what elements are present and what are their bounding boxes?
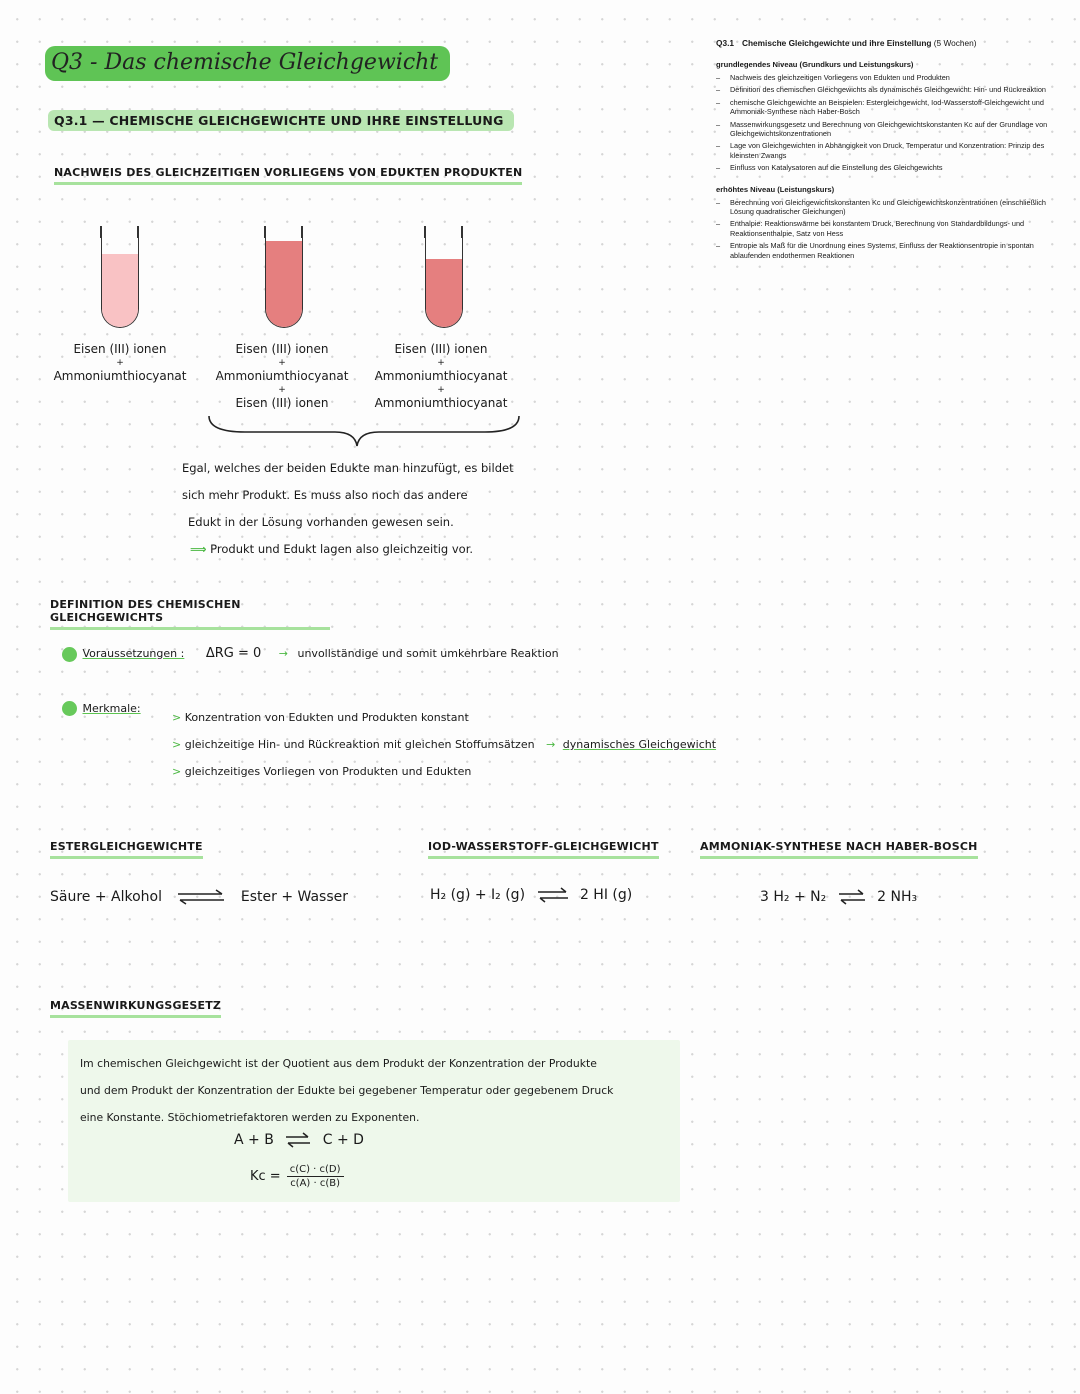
mwg-reaction bbox=[234, 1132, 364, 1148]
curriculum-item: – Nachweis des gleichzeitigen Vorliegens von Edukten und Produkten bbox=[716, 73, 1052, 82]
curriculum-duration: (5 Wochen) bbox=[933, 38, 977, 48]
tube-fill-3 bbox=[426, 259, 462, 327]
equilibrium-arrows-icon bbox=[837, 889, 867, 905]
equilibrium-arrows-icon bbox=[536, 887, 570, 903]
test-tube-3 bbox=[424, 226, 464, 336]
ammoniak-heading: AMMONIAK-SYNTHESE NACH HABER-BOSCH bbox=[700, 840, 978, 859]
kc-fraction bbox=[287, 1164, 344, 1189]
merkmale-list bbox=[172, 704, 716, 785]
tube-fill-2 bbox=[266, 241, 302, 327]
curriculum-title bbox=[716, 38, 1052, 48]
curriculum-item: – Massenwirkungsgesetz und Berechnung von Gleichgewichtskonstanten Kc auf der Grundlage von Gleichgewichtskonzentrationen bbox=[716, 120, 1052, 139]
merkmal-text: gleichzeitige Hin- und Rückreaktion mit gleichen Stoffumsätzen bbox=[184, 738, 535, 751]
bullet-chevron-icon: > bbox=[172, 711, 182, 724]
ammoniak-left: 3 H₂ + N₂ bbox=[760, 889, 827, 905]
iod-heading: IOD-WASSERSTOFF-GLEICHGEWICHT bbox=[428, 840, 659, 859]
iod-left: H₂ (g) + I₂ (g) bbox=[430, 887, 526, 903]
ammoniak-equation bbox=[760, 889, 917, 905]
nachweis-heading: NACHWEIS DES GLEICHZEITIGEN VORLIEGENS VON EDUKTEN PRODUKTEN bbox=[54, 166, 522, 185]
tube-3-plus2: + bbox=[437, 385, 445, 395]
tube-3-plus: + bbox=[437, 358, 445, 368]
test-tube-2 bbox=[264, 226, 304, 336]
ester-equation bbox=[50, 889, 348, 905]
curriculum-advanced-list bbox=[716, 198, 1052, 260]
ester-left: Säure + Alkohol bbox=[50, 889, 162, 905]
bullet-chevron-icon: > bbox=[172, 738, 182, 751]
curriculum-code: Q3.1 bbox=[716, 38, 734, 48]
merkmale-row bbox=[62, 701, 141, 716]
explanation-line-2: sich mehr Produkt. Es muss also noch das andere bbox=[182, 488, 468, 502]
mwg-line-2: und dem Produkt der Konzentration der Edukte bei gegebener Temperatur oder gegebenem Druck bbox=[80, 1084, 614, 1097]
merkmal-item bbox=[172, 704, 716, 731]
merkmal-text: Konzentration von Edukten und Produkten konstant bbox=[184, 711, 469, 724]
dynamic-equilibrium-label: dynamisches Gleichgewicht bbox=[562, 738, 717, 751]
section-title: Q3.1 — CHEMISCHE GLEICHGEWICHTE UND IHRE EINSTELLUNG bbox=[48, 110, 514, 131]
mwg-reaction-left: A + B bbox=[234, 1132, 274, 1148]
kc-label: Kc = bbox=[250, 1169, 281, 1184]
curriculum-item: – Definition des chemischen Gleichgewichts als dynamisches Gleichgewicht: Hin- und Rückreaktion bbox=[716, 85, 1052, 94]
explanation-line-1: Egal, welches der beiden Edukte man hinzufügt, es bildet bbox=[182, 461, 514, 475]
equilibrium-arrows-icon bbox=[284, 1132, 312, 1148]
tube-3-line1: Eisen (III) ionen bbox=[394, 342, 488, 356]
tube-1-plus: + bbox=[116, 358, 124, 368]
merkmal-text: gleichzeitiges Vorliegen von Produkten und Edukten bbox=[184, 765, 472, 778]
voraussetzungen-text: unvollständige und somit umkehrbare Reaktion bbox=[297, 647, 559, 660]
tube-2-plus2: + bbox=[278, 385, 286, 395]
kc-numerator: c(C) · c(D) bbox=[287, 1164, 344, 1177]
tube-1-line1: Eisen (III) ionen bbox=[73, 342, 167, 356]
iod-right: 2 HI (g) bbox=[579, 887, 633, 903]
bullet-dot-icon bbox=[62, 701, 77, 716]
conclusion-line bbox=[182, 536, 602, 563]
implies-arrow-icon: ⟹ bbox=[190, 542, 207, 556]
curriculum-item: – Lage von Gleichgewichten in Abhängigkeit von Druck, Temperatur und Konzentration: Prinzip des kleinsten Zwangs bbox=[716, 141, 1052, 160]
equilibrium-arrows-icon bbox=[176, 889, 226, 905]
merkmal-item bbox=[172, 731, 716, 758]
ammoniak-right: 2 NH₃ bbox=[877, 889, 918, 905]
curriculum-item: – Einfluss von Katalysatoren auf die Einstellung des Gleichgewichts bbox=[716, 163, 1052, 172]
mwg-line-3: eine Konstante. Stöchiometriefaktoren werden zu Exponenten. bbox=[80, 1111, 420, 1124]
tube-3-label bbox=[366, 340, 516, 413]
right-arrow-icon: → bbox=[546, 738, 556, 751]
curriculum-basic-list bbox=[716, 73, 1052, 173]
curriculum-item: – chemische Gleichgewichte an Beispielen: Estergleichgewicht, Iod-Wasserstoff-Gleichgewicht und Ammoniak-Synthese nach Haber-Bosch bbox=[716, 98, 1052, 117]
explanation-line-3: Edukt in der Lösung vorhanden gewesen sein. bbox=[188, 515, 454, 529]
mwg-reaction-right: C + D bbox=[322, 1132, 364, 1148]
tube-2-line2: Ammoniumthiocyanat bbox=[215, 369, 349, 383]
conclusion-text: Produkt und Edukt lagen also gleichzeitig vor. bbox=[210, 542, 474, 556]
tube-1-line2: Ammoniumthiocyanat bbox=[53, 369, 187, 383]
merkmale-label: Merkmale: bbox=[82, 701, 141, 715]
kc-denominator: c(A) · c(B) bbox=[290, 1178, 341, 1189]
curly-brace-icon bbox=[205, 412, 525, 448]
test-tube-1 bbox=[100, 226, 140, 336]
kc-formula bbox=[250, 1164, 344, 1189]
ester-heading: ESTERGLEICHGEWICHTE bbox=[50, 840, 203, 859]
bullet-dot-icon bbox=[62, 647, 77, 662]
ester-right: Ester + Wasser bbox=[240, 889, 349, 905]
curriculum-title-text: Chemische Gleichgewichte und ihre Einstellung bbox=[742, 38, 932, 48]
iod-equation bbox=[430, 887, 632, 903]
page-title: Q3 - Das chemische Gleichgewicht bbox=[45, 46, 450, 81]
tube-2-line3: Eisen (III) ionen bbox=[235, 396, 329, 410]
tube-fill-1 bbox=[102, 254, 138, 327]
right-arrow-icon: → bbox=[278, 647, 288, 660]
tube-3-line2: Ammoniumthiocyanat bbox=[374, 369, 508, 383]
curriculum-item: – Enthalpie: Reaktionswärme bei konstantem Druck, Berechnung von Standardbildungs- und Reaktionsenthalpie, Satz von Hess bbox=[716, 219, 1052, 238]
mwg-text bbox=[80, 1050, 676, 1131]
curriculum-advanced-heading: erhöhtes Niveau (Leistungskurs) bbox=[716, 184, 835, 194]
voraussetzungen-row bbox=[62, 646, 559, 662]
curriculum-item: – Entropie als Maß für die Unordnung eines Systems, Einfluss der Reaktionsentropie in spontan ablaufenden endothermen Reaktionen bbox=[716, 241, 1052, 260]
tube-2-label bbox=[207, 340, 357, 413]
definition-heading: DEFINITION DES CHEMISCHEN GLEICHGEWICHTS bbox=[50, 598, 330, 630]
voraussetzungen-formula: ΔRG = 0 bbox=[205, 646, 262, 661]
mwg-heading: MASSENWIRKUNGSGESETZ bbox=[50, 999, 221, 1018]
tube-3-line3: Ammoniumthiocyanat bbox=[374, 396, 508, 410]
tube-1-label bbox=[45, 340, 195, 386]
tube-2-line1: Eisen (III) ionen bbox=[235, 342, 329, 356]
nachweis-explanation bbox=[182, 455, 602, 563]
curriculum-basic-heading: grundlegendes Niveau (Grundkurs und Leistungskurs) bbox=[716, 60, 914, 69]
merkmal-item bbox=[172, 758, 716, 785]
mwg-line-1: Im chemischen Gleichgewicht ist der Quotient aus dem Produkt der Konzentration der Produkte bbox=[80, 1057, 597, 1070]
curriculum-item: – Berechnung von Gleichgewichtskonstanten Kc und Gleichgewichtskonzentrationen (einschließlich Lösung quadratischer Gleichungen) bbox=[716, 198, 1052, 217]
tube-2-plus: + bbox=[278, 358, 286, 368]
curriculum-box bbox=[716, 38, 1052, 263]
bullet-chevron-icon: > bbox=[172, 765, 182, 778]
voraussetzungen-label: Voraussetzungen : bbox=[82, 647, 185, 660]
